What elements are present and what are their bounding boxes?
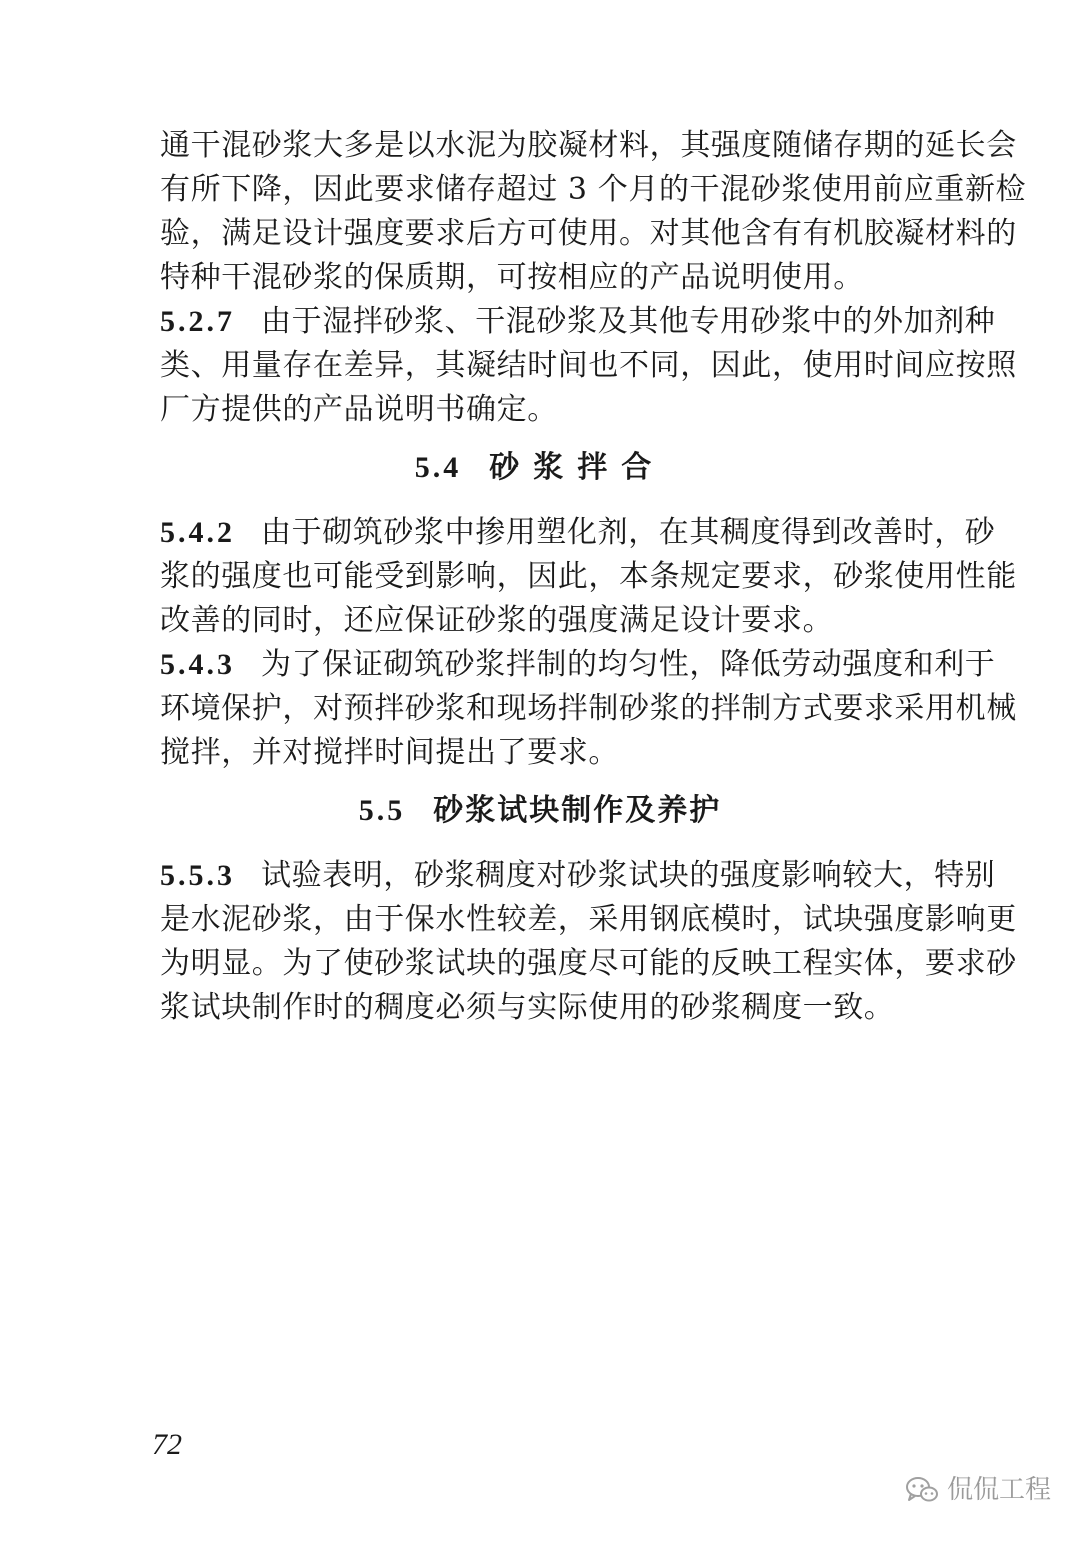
clause-text: 由于湿拌砂浆、干混砂浆及其他专用砂浆中的外加剂种: [261, 304, 996, 339]
clause-5-2-7-line-2: 类、用量存在差异，其凝结时间也不同，因此，使用时间应按照: [160, 348, 1017, 383]
intro-line-1: 通干混砂浆大多是以水泥为胶凝材料，其强度随储存期的延长会: [160, 128, 1017, 163]
section-number: 5.4: [414, 451, 462, 484]
clause-number: 5.5.3: [160, 859, 235, 892]
clause-5-4-2-line-1: [160, 515, 996, 550]
clause-5-4-2-line-3: 改善的同时，还应保证砂浆的强度满足设计要求。: [160, 603, 834, 638]
page-number: 72: [152, 1428, 182, 1461]
section-title: 砂浆拌合: [489, 450, 666, 485]
section-title: 砂浆试块制作及养护: [433, 793, 722, 828]
clause-5-4-3-line-2: 环境保护，对预拌砂浆和现场拌制砂浆的拌制方式要求采用机械: [160, 691, 1017, 726]
clause-5-5-3-line-3: 为明显。为了使砂浆试块的强度尽可能的反映工程实体，要求砂: [160, 946, 1017, 981]
clause-5-2-7-line-3: 厂方提供的产品说明书确定。: [160, 392, 558, 427]
section-heading-5-4: [0, 450, 1080, 485]
intro-line-4: 特种干混砂浆的保质期，可按相应的产品说明使用。: [160, 260, 864, 295]
intro-line-2: 有所下降，因此要求储存超过 3 个月的干混砂浆使用前应重新检: [160, 172, 1027, 207]
watermark: [905, 1475, 1051, 1505]
clause-number: 5.4.2: [160, 516, 235, 549]
clause-5-4-2-line-2: 浆的强度也可能受到影响，因此，本条规定要求，砂浆使用性能: [160, 559, 1017, 594]
clause-5-2-7-line-1: [160, 304, 996, 339]
clause-text: 试验表明，砂浆稠度对砂浆试块的强度影响较大，特别: [261, 858, 996, 893]
clause-5-5-3-line-2: 是水泥砂浆，由于保水性较差，采用钢底模时，试块强度影响更: [160, 902, 1017, 937]
clause-5-4-3-line-1: [160, 647, 996, 682]
section-heading-5-5: [0, 793, 1080, 828]
clause-5-5-3-line-1: [160, 858, 996, 893]
clause-text: 为了保证砌筑砂浆拌制的均匀性，降低劳动强度和利于: [261, 647, 996, 682]
clause-5-5-3-line-4: 浆试块制作时的稠度必须与实际使用的砂浆稠度一致。: [160, 990, 895, 1025]
watermark-text: 侃侃工程: [947, 1475, 1052, 1505]
clause-5-4-3-line-3: 搅拌，并对搅拌时间提出了要求。: [160, 735, 619, 770]
intro-line-3: 验，满足设计强度要求后方可使用。对其他含有有机胶凝材料的: [160, 216, 1017, 251]
clause-number: 5.2.7: [160, 305, 235, 338]
section-number: 5.5: [358, 794, 406, 827]
clause-text: 由于砌筑砂浆中掺用塑化剂，在其稠度得到改善时，砂: [261, 515, 996, 550]
wechat-icon: [905, 1475, 939, 1505]
clause-number: 5.4.3: [160, 648, 235, 681]
